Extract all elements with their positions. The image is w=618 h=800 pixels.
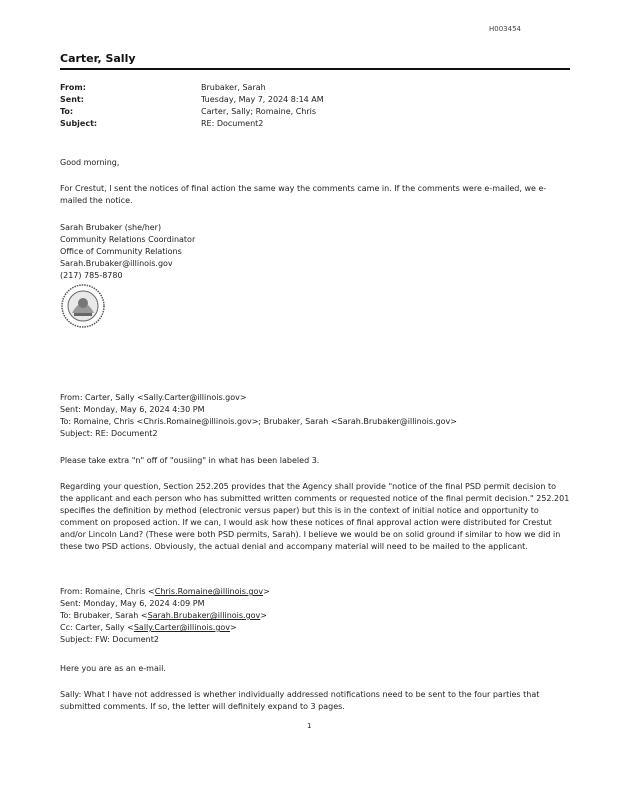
- email3-cc-link[interactable]: Sally.Carter@illinois.gov: [133, 623, 231, 632]
- sent-value: Tuesday, May 7, 2024 8:14 AM: [201, 95, 324, 104]
- email2-paragraph: Regarding your question, Section 252.205 provides that the Agency shall provide "notice of the final PSD permit decision to the applicant and each person who has submitted written comments or requested notice of the final permit decision." 252.201 specifies the definition by method (electronic versus paper) but this is in the context of initial notice and opportunity to comment on proposed action. If we can, I would ask how these notices of final approval action were distributed for Crestut and/or Lincoln Land? (These were both PSD permits, Sarah). I believe we would be on solid ground if similar to how we did in these two PSD actions. Obviously, the actual denial and accompany material will need to be mailed to the applicant.: [60, 482, 570, 551]
- subject-label: Subject:: [60, 119, 98, 128]
- bates-number: H003454: [489, 25, 521, 33]
- to-value: Carter, Sally; Romaine, Chris: [201, 107, 317, 116]
- signature-phone: (217) 785-8780: [60, 271, 123, 280]
- state-seal-icon: [60, 283, 106, 329]
- email3-from: [60, 586, 270, 598]
- email2-sent: Sent: Monday, May 6, 2024 4:30 PM: [60, 405, 205, 414]
- sent-label: Sent:: [60, 95, 84, 104]
- email3-line1: Here you are as an e-mail.: [60, 664, 166, 673]
- email2-to: To: Romaine, Chris <Chris.Romaine@illinois.gov>; Brubaker, Sarah <Sarah.Brubaker@illinois.gov>: [60, 417, 457, 426]
- email3-to-link[interactable]: Sarah.Brubaker@illinois.gov: [147, 611, 261, 620]
- email3-to: [60, 610, 267, 622]
- greeting: Good morning,: [60, 158, 120, 167]
- email3-sent: Sent: Monday, May 6, 2024 4:09 PM: [60, 599, 205, 608]
- email2-from: From: Carter, Sally <Sally.Carter@illinois.gov>: [60, 393, 247, 402]
- email3-cc-prefix: Cc: Carter, Sally <: [60, 623, 134, 632]
- email2-subject: Subject: RE: Document2: [60, 429, 158, 438]
- from-label: From:: [60, 83, 86, 92]
- body1-paragraph: For Crestut, I sent the notices of final action the same way the comments came in. If the comments were e-mailed, we e-mailed the notice.: [60, 184, 547, 205]
- email3-cc: [60, 622, 237, 634]
- email3-from-suffix: >: [263, 587, 270, 596]
- email3-from-link[interactable]: Chris.Romaine@illinois.gov: [154, 587, 264, 596]
- email2-line1: Please take extra "n" off of "ousiing" in what has been labeled 3.: [60, 456, 320, 465]
- email3-paragraph: Sally: What I have not addressed is whether individually addressed notifications need to be sent to the four parties that submitted comments. If so, the letter will definitely expand to 3 pages.: [60, 690, 540, 711]
- header-rule: [60, 68, 570, 70]
- signature-name: Sarah Brubaker (she/her): [60, 223, 162, 232]
- signature-office: Office of Community Relations: [60, 247, 182, 256]
- email3-cc-suffix: >: [230, 623, 237, 632]
- email3-subject: Subject: FW: Document2: [60, 635, 159, 644]
- email3-to-prefix: To: Brubaker, Sarah <: [60, 611, 148, 620]
- sender-name: Carter, Sally: [60, 52, 136, 65]
- signature-email: Sarah.Brubaker@illinois.gov: [60, 259, 173, 268]
- to-label: To:: [60, 107, 74, 116]
- signature-title: Community Relations Coordinator: [60, 235, 196, 244]
- page-number: 1: [307, 722, 312, 730]
- subject-value: RE: Document2: [201, 119, 264, 128]
- email3-from-prefix: From: Romaine, Chris <: [60, 587, 155, 596]
- email3-to-suffix: >: [260, 611, 267, 620]
- from-value: Brubaker, Sarah: [201, 83, 266, 92]
